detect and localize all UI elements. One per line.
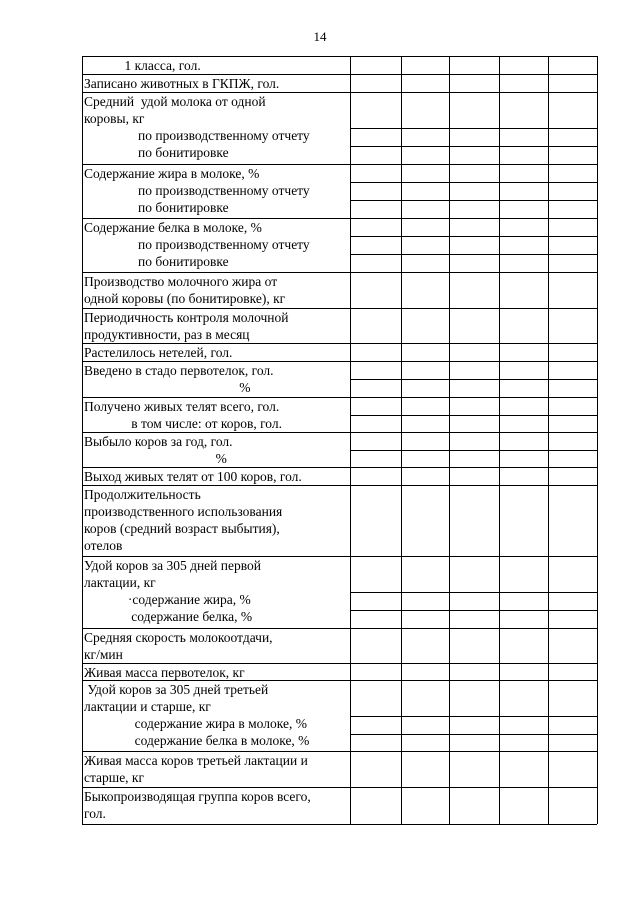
row-label-third-lactation-yield: Удой коров за 305 дней третьей лактации и старше, кг содержание жира в молоке, % содержание белка в молоке, % [84, 682, 310, 748]
subrow-divider [351, 236, 598, 237]
row-label-first-calvers-introduced: Введено в стадо первотелок, гол. % [84, 363, 274, 395]
subrow-divider [351, 592, 598, 593]
row-label-cows-culled: Выбыло коров за год, гол. % [84, 434, 233, 466]
subrow-divider [351, 610, 598, 611]
subrow-divider [351, 734, 598, 735]
row-label-class1: 1 класса, гол. [84, 58, 201, 73]
page-number: 14 [313, 29, 327, 44]
column-divider [82, 56, 83, 824]
subrow-divider [351, 182, 598, 183]
row-label-fat-content: Содержание жира в молоке, % по производственному отчету по бонитировке [84, 166, 310, 215]
column-divider [350, 56, 351, 824]
subrow-divider [351, 716, 598, 717]
row-label-calves-per-100-cows: Выход живых телят от 100 коров, гол. [84, 469, 302, 484]
subrow-divider [351, 200, 598, 201]
row-label-live-calves: Получено живых телят всего, гол. в том числе: от коров, гол. [84, 399, 282, 431]
row-label-protein-content: Содержание белка в молоке, % по производственному отчету по бонитировке [84, 220, 310, 269]
row-label-avg-milk-yield: Средний удой молока от одной коровы, кг по производственному отчету по бонитировке [84, 94, 310, 160]
row-label-first-lactation-yield: Удой коров за 305 дней первой лактации, кг ·содержание жира, % содержание белка, % [84, 558, 261, 624]
row-label-registered-gkpzh: Записано животных в ГКПЖ, гол. [84, 76, 280, 91]
subrow-divider [351, 128, 598, 129]
column-divider [449, 56, 450, 824]
row-label-productive-lifetime: Продолжительность производственного использования коров (средний возраст выбытия), отелов [84, 487, 283, 553]
row-label-heifers-calved: Растелилось нетелей, гол. [84, 345, 233, 360]
column-divider [597, 56, 598, 824]
row-label-third-lactation-weight: Живая масса коров третьей лактации и старше, кг [84, 753, 308, 785]
row-label-milk-fat-production: Производство молочного жира от одной коровы (по бонитировке), кг [84, 274, 286, 306]
row-label-bull-dam-group: Быкопроизводящая группа коров всего, гол. [84, 789, 311, 821]
column-divider [548, 56, 549, 824]
subrow-divider [351, 450, 598, 451]
subrow-divider [351, 379, 598, 380]
row-label-first-calver-weight: Живая масса первотелок, кг [84, 665, 245, 680]
subrow-divider [351, 415, 598, 416]
subrow-divider [351, 254, 598, 255]
column-divider [499, 56, 500, 824]
subrow-divider [351, 146, 598, 147]
column-divider [401, 56, 402, 824]
row-label-milking-speed: Средняя скорость молокоотдачи, кг/мин [84, 630, 273, 662]
row-label-control-frequency: Периодичность контроля молочной продуктивности, раз в месяц [84, 310, 289, 342]
